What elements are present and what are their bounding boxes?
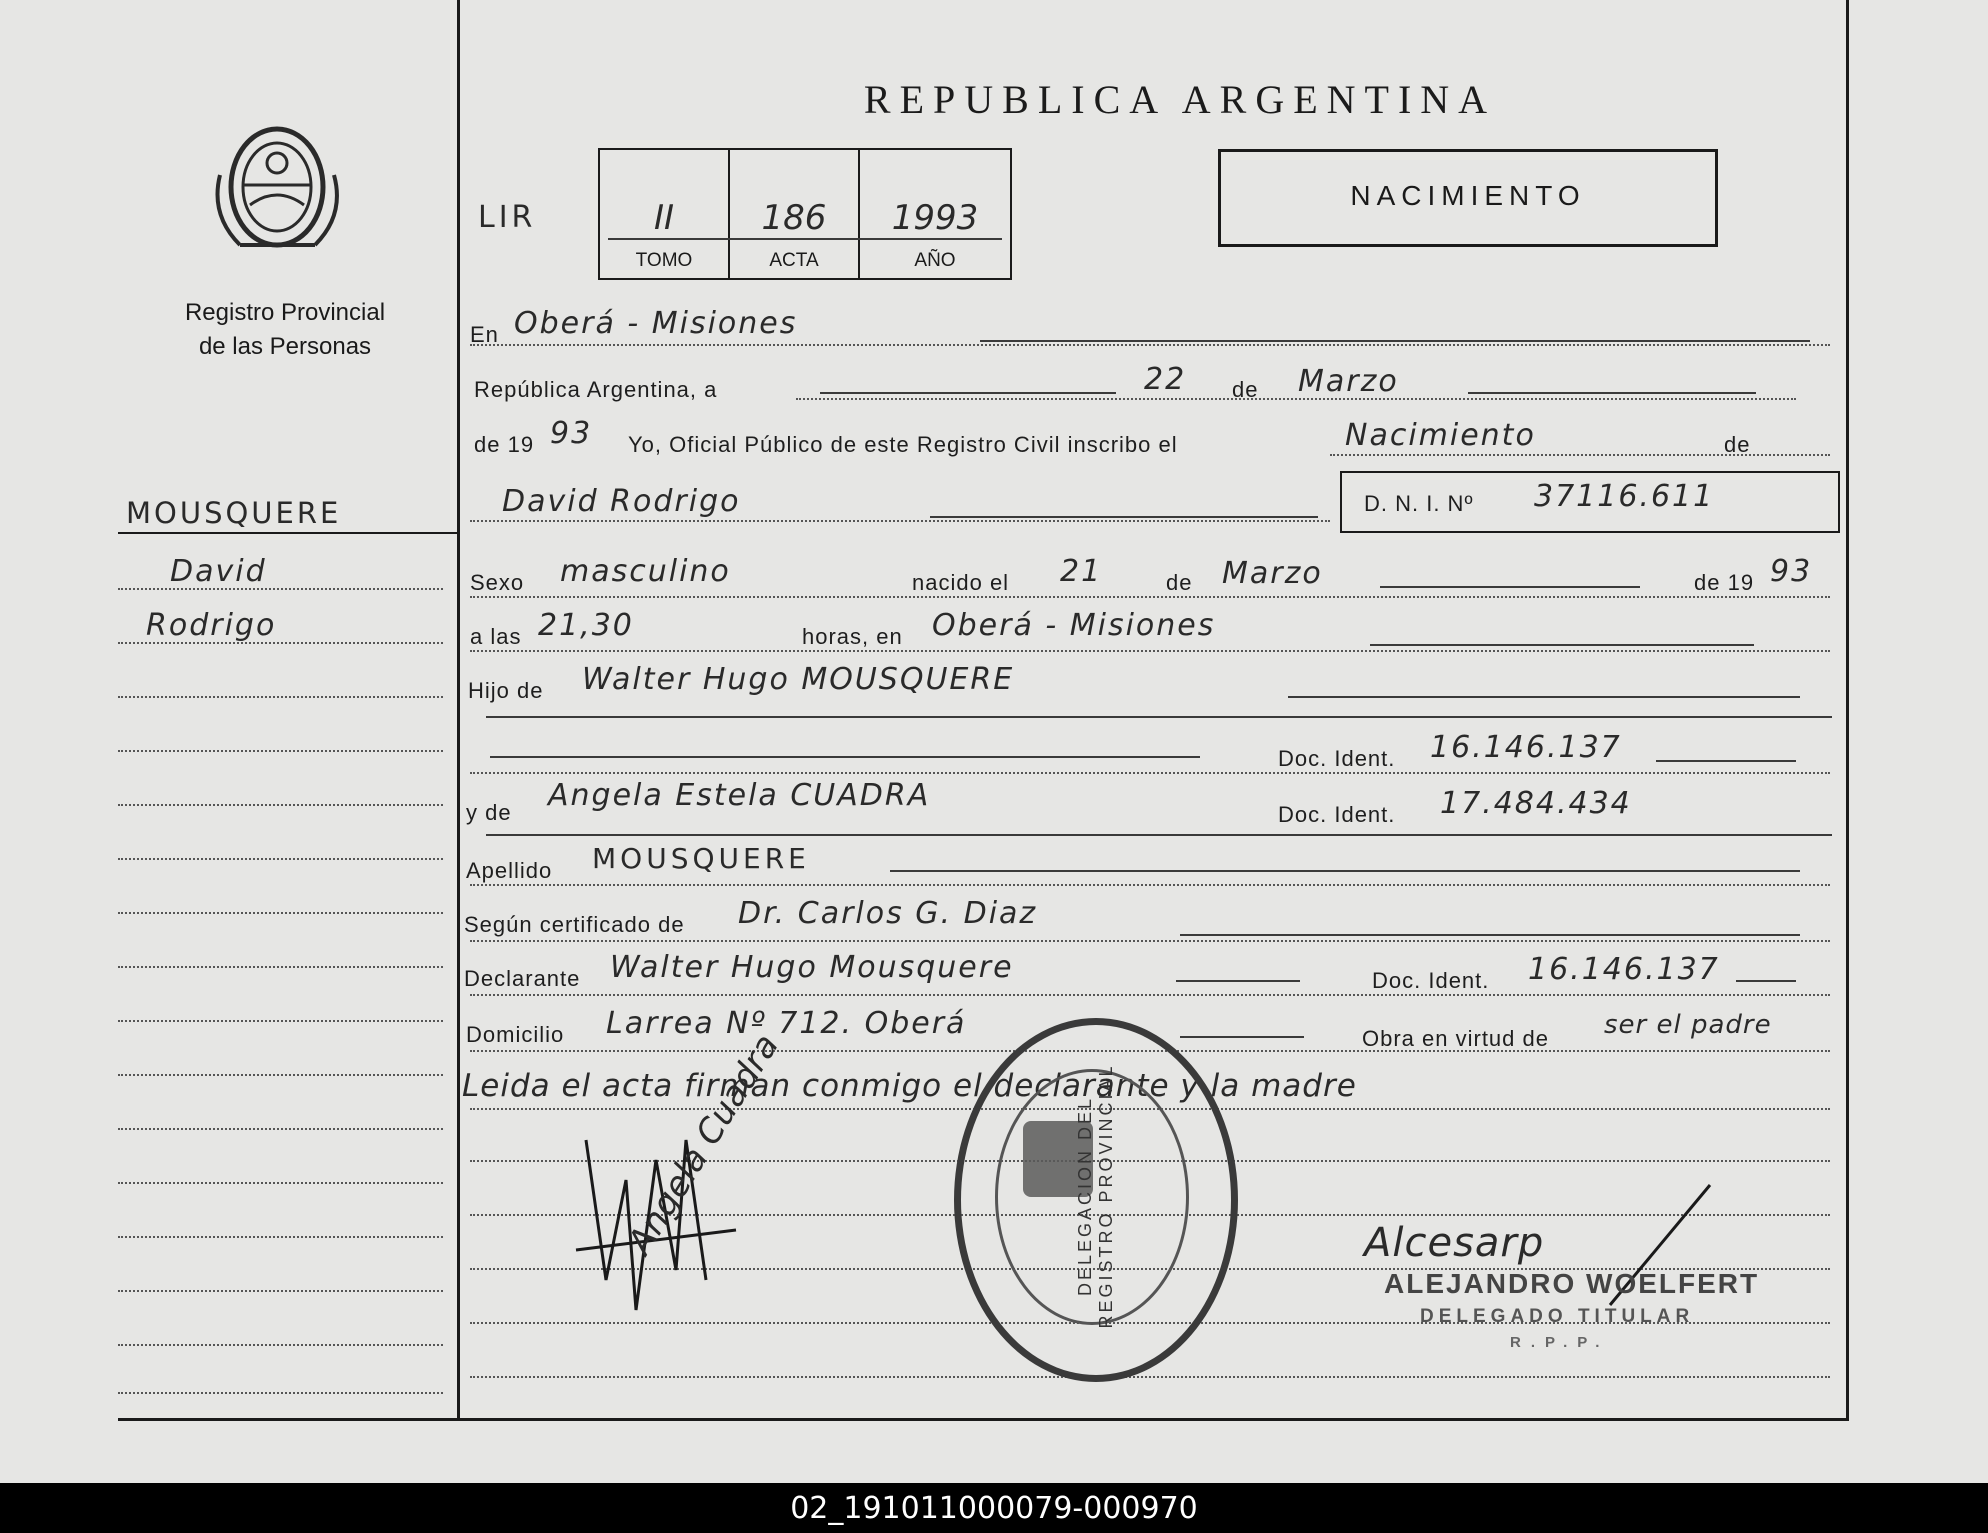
birth-month-value: Marzo bbox=[1222, 556, 1323, 591]
doc-label-3: Doc. Ident. bbox=[1372, 968, 1490, 993]
official-seal bbox=[954, 1018, 1238, 1382]
footer-bar bbox=[0, 1483, 1988, 1533]
registry-name bbox=[130, 296, 440, 364]
year-suffix-value: 93 bbox=[550, 416, 593, 451]
doctor-value: Dr. Carlos G. Diaz bbox=[738, 896, 1038, 931]
margin-dots-7 bbox=[118, 912, 443, 914]
mother-value: Angela Estela CUADRA bbox=[548, 778, 931, 813]
en-label: En bbox=[470, 322, 499, 347]
father-line bbox=[1288, 696, 1800, 698]
place-value: Oberá - Misiones bbox=[514, 306, 798, 341]
doc-label-1: Doc. Ident. bbox=[1278, 746, 1396, 771]
capacity-value: ser el padre bbox=[1604, 1010, 1772, 1040]
official-rpp: R.P.P. bbox=[1510, 1334, 1610, 1351]
father-doc-value: 16.146.137 bbox=[1430, 730, 1622, 765]
file-id: 02_191011000079-000970 bbox=[790, 1491, 1198, 1526]
year-prefix-label: de 19 bbox=[474, 432, 535, 457]
margin-dots-6 bbox=[118, 858, 443, 860]
mother-line bbox=[486, 834, 1832, 836]
sexo-label: Sexo bbox=[470, 570, 525, 595]
rep-dots bbox=[796, 398, 1796, 400]
hijo-label: Hijo de bbox=[468, 678, 544, 703]
registry-name-line2: de las Personas bbox=[198, 333, 372, 360]
margin-dots-16 bbox=[118, 1392, 443, 1394]
de2-label: de bbox=[1724, 432, 1751, 457]
father-doc-line bbox=[1656, 760, 1796, 762]
declarant-doc-value: 16.146.137 bbox=[1528, 952, 1720, 987]
tomo-value: II bbox=[653, 198, 675, 238]
name-dots bbox=[470, 520, 1330, 522]
closing-text: Leida el acta firman conmigo el declarante y la madre bbox=[462, 1068, 1357, 1104]
margin-dots-14 bbox=[118, 1290, 443, 1292]
yo-label: Yo, Oficial Público de este Registro Civil inscribo el bbox=[628, 432, 1178, 457]
obra-label: Obra en virtud de bbox=[1362, 1026, 1549, 1051]
official-name: ALEJANDRO WOELFERT bbox=[1384, 1268, 1760, 1299]
horas-line bbox=[1370, 644, 1754, 646]
right-border bbox=[1846, 0, 1849, 1420]
register-box-rule bbox=[608, 238, 1002, 240]
birth-year-suffix: 93 bbox=[1770, 554, 1813, 589]
margin-dots-15 bbox=[118, 1344, 443, 1346]
doc-label-2: Doc. Ident. bbox=[1278, 802, 1396, 827]
place-dots bbox=[470, 344, 1830, 346]
father-line-2 bbox=[486, 716, 1832, 718]
surname-value: MOUSQUERE bbox=[592, 842, 810, 875]
domicilio-label: Domicilio bbox=[466, 1022, 565, 1047]
ano-cell bbox=[860, 150, 1010, 278]
margin-dots-4 bbox=[118, 750, 443, 752]
nacido-label: nacido el bbox=[912, 570, 1010, 595]
sexo-value: masculino bbox=[560, 554, 731, 589]
rep-line-2 bbox=[1468, 392, 1756, 394]
mother-signature: Angela Cuadra bbox=[620, 1027, 787, 1262]
apellido-label: Apellido bbox=[466, 858, 553, 883]
act-type-box bbox=[1218, 149, 1718, 247]
month-value: Marzo bbox=[1298, 364, 1399, 399]
surname-line bbox=[890, 870, 1800, 872]
margin-dots-12 bbox=[118, 1182, 443, 1184]
declarant-line bbox=[1176, 980, 1300, 982]
dni-label: D. N. I. Nº bbox=[1364, 491, 1474, 516]
ano-value: 1993 bbox=[891, 198, 979, 238]
day-value: 22 bbox=[1144, 362, 1187, 397]
registry-name-line1: Registro Provincial bbox=[184, 299, 386, 326]
apellido-dots bbox=[470, 884, 1830, 886]
province-coat-of-arms-icon bbox=[210, 115, 345, 265]
birth-place-value: Oberá - Misiones bbox=[932, 608, 1216, 643]
name-line bbox=[930, 516, 1318, 518]
left-column-divider bbox=[457, 0, 460, 1420]
name-value: David Rodrigo bbox=[502, 484, 741, 519]
horas-label: horas, en bbox=[802, 624, 903, 649]
declarante-label: Declarante bbox=[464, 966, 581, 991]
margin-dots-3 bbox=[118, 696, 443, 698]
document-title: REPUBLICA ARGENTINA bbox=[863, 77, 1497, 122]
declarant-doc-line bbox=[1736, 980, 1796, 982]
ano-label: AÑO bbox=[914, 250, 956, 271]
blank-line-5 bbox=[470, 1376, 1830, 1378]
acta-value: 186 bbox=[761, 198, 827, 238]
margin-surname: MOUSQUERE bbox=[126, 496, 342, 530]
doc1-dots bbox=[470, 772, 1830, 774]
address-value: Larrea Nº 712. Oberá bbox=[606, 1006, 967, 1041]
yo-dots bbox=[1330, 454, 1830, 456]
time-value: 21,30 bbox=[538, 608, 634, 643]
acta-cell bbox=[730, 150, 860, 278]
segun-dots bbox=[470, 940, 1830, 942]
place-line bbox=[980, 340, 1810, 342]
register-box bbox=[598, 148, 1012, 280]
margin-header-rule bbox=[118, 532, 460, 534]
acta-label: ACTA bbox=[769, 250, 819, 271]
segun-label: Según certificado de bbox=[464, 912, 685, 937]
doctor-line bbox=[1180, 934, 1800, 936]
book-code: LIR bbox=[478, 200, 537, 235]
y-de-label: y de bbox=[466, 800, 512, 825]
address-line bbox=[1180, 1036, 1304, 1038]
margin-dots-2 bbox=[118, 642, 443, 644]
tomo-label: TOMO bbox=[635, 250, 693, 271]
official-title: DELEGADO TITULAR bbox=[1420, 1306, 1695, 1327]
record-kind-value: Nacimiento bbox=[1345, 418, 1536, 453]
birth-day-value: 21 bbox=[1060, 554, 1103, 589]
official-signature: Alcesarp bbox=[1364, 1220, 1545, 1266]
de-label: de bbox=[1232, 377, 1259, 402]
dni-value: 37116.611 bbox=[1534, 479, 1715, 514]
republica-label: República Argentina, a bbox=[474, 377, 718, 402]
father-value: Walter Hugo MOUSQUERE bbox=[582, 662, 1015, 697]
margin-dots-10 bbox=[118, 1074, 443, 1076]
act-type-label: NACIMIENTO bbox=[1350, 180, 1586, 211]
margin-given2: Rodrigo bbox=[146, 608, 277, 643]
seal-text: DELEGACION DEL REGISTRO PROVINCIAL bbox=[1075, 1063, 1116, 1329]
sexo-dots bbox=[470, 596, 1830, 598]
margin-given1: David bbox=[170, 554, 267, 589]
bottom-border bbox=[118, 1418, 1849, 1421]
tomo-cell bbox=[600, 150, 730, 278]
declarant-value: Walter Hugo Mousquere bbox=[610, 950, 1014, 985]
margin-dots-5 bbox=[118, 804, 443, 806]
margin-dots-13 bbox=[118, 1236, 443, 1238]
margin-dots-9 bbox=[118, 1020, 443, 1022]
margin-dots-8 bbox=[118, 966, 443, 968]
declarante-dots bbox=[470, 994, 1830, 996]
margin-dots-11 bbox=[118, 1128, 443, 1130]
father-extra-line bbox=[490, 756, 1200, 758]
dni-box bbox=[1340, 471, 1840, 533]
rep-line-1 bbox=[820, 392, 1116, 394]
mother-doc-value: 17.484.434 bbox=[1440, 786, 1632, 821]
margin-dots-1 bbox=[118, 588, 443, 590]
birth-year-prefix: de 19 bbox=[1694, 570, 1755, 595]
horas-dots bbox=[470, 650, 1830, 652]
a-las-label: a las bbox=[470, 624, 522, 649]
de3-label: de bbox=[1166, 570, 1193, 595]
birth-line bbox=[1380, 586, 1640, 588]
